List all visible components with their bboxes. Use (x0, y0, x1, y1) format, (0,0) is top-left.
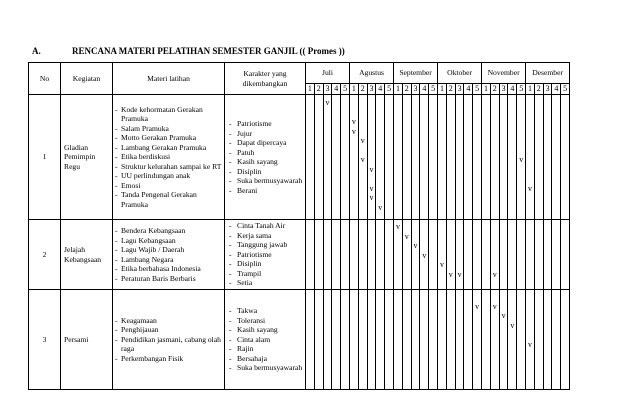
week-cell (499, 290, 508, 390)
karakter-item: - Suka bermusyawarah (225, 363, 305, 373)
week-cell (306, 220, 315, 290)
header-kegiatan: Kegiatan (61, 63, 113, 95)
karakter-item: - Cinta Tanah Air (225, 221, 305, 231)
karakter-item: - Suka bermusyawarah (225, 176, 305, 186)
karakter-item: - Berani (225, 186, 305, 196)
month-header: Desember (526, 63, 570, 84)
materi-item: - Kode kehormatan Gerakan Pramuka (113, 105, 224, 124)
week-cell (473, 95, 482, 220)
week-cell (332, 220, 341, 290)
week-cell (482, 290, 491, 390)
karakter-item: - Bersahaja (225, 354, 305, 364)
schedule-mark: v (360, 136, 365, 145)
week-cell (314, 290, 323, 390)
karakter-item: - Patuh (225, 148, 305, 158)
week-number: 4 (552, 84, 561, 95)
karakter-list (225, 119, 305, 195)
week-cell (358, 220, 367, 290)
week-cell (526, 95, 535, 220)
week-cell (561, 290, 570, 390)
week-cell (446, 220, 455, 290)
schedule-mark: v (527, 339, 532, 349)
promes-table (28, 62, 570, 390)
week-number: 1 (306, 84, 315, 95)
karakter-item: - Disiplin (225, 259, 305, 269)
week-cell (429, 220, 438, 290)
row-number: 3 (29, 290, 61, 390)
karakter-cell (225, 95, 306, 220)
schedule-mark: v (369, 193, 374, 202)
header-materi: Materi latihan (113, 63, 225, 95)
table-row (29, 220, 570, 290)
schedule-mark: v (519, 155, 524, 164)
karakter-item: - Patriotisme (225, 119, 305, 129)
karakter-cell (225, 290, 306, 390)
week-cell (473, 220, 482, 290)
week-cell (464, 290, 473, 390)
week-cell (402, 290, 411, 390)
section-title: RENCANA MATERI PELATIHAN SEMESTER GANJIL (( Promes )) (72, 46, 345, 56)
week-cell (429, 290, 438, 390)
schedule-mark: v (475, 301, 480, 311)
karakter-item: - Patriotisme (225, 250, 305, 260)
section-letter: A. (32, 46, 41, 56)
karakter-list (225, 306, 305, 373)
week-cell (561, 220, 570, 290)
materi-item: - Peraturan Baris Berbaris (113, 274, 224, 284)
week-cell (490, 290, 499, 390)
kegiatan-cell: Persami (61, 290, 113, 390)
schedule-mark: v (492, 269, 497, 279)
week-cell (526, 290, 535, 390)
week-cell (341, 220, 350, 290)
schedule-mark: v (395, 222, 400, 231)
week-number: 5 (517, 84, 526, 95)
week-cell (323, 95, 332, 220)
week-number: 3 (455, 84, 464, 95)
schedule-mark: v (351, 126, 356, 136)
week-cell (464, 95, 473, 220)
week-cell (411, 220, 420, 290)
week-number: 1 (482, 84, 491, 95)
materi-item: - Motto Gerakan Pramuka (113, 133, 224, 143)
week-number: 2 (314, 84, 323, 95)
week-cell (552, 220, 561, 290)
week-cell (534, 290, 543, 390)
week-cell (517, 290, 526, 390)
week-cell (350, 290, 359, 390)
week-cell (499, 220, 508, 290)
week-number: 5 (473, 84, 482, 95)
karakter-list (225, 221, 305, 288)
week-number: 3 (499, 84, 508, 95)
week-cell (543, 290, 552, 390)
karakter-item: - Tanggung jawab (225, 240, 305, 250)
week-number: 2 (446, 84, 455, 95)
schedule-mark: v (457, 269, 462, 279)
karakter-item: - Toleransi (225, 316, 305, 326)
materi-item: - Etika berdiskusi (113, 152, 224, 162)
week-cell (446, 290, 455, 390)
karakter-item: - Kasih sayang (225, 325, 305, 335)
week-cell (490, 95, 499, 220)
week-cell (323, 290, 332, 390)
schedule-mark: v (510, 320, 515, 330)
month-header: September (394, 63, 438, 84)
materi-item: - Lambang Negara (113, 255, 224, 265)
materi-item: - Lambang Gerakan Pramuka (113, 143, 224, 153)
week-cell (429, 95, 438, 220)
schedule-mark: v (413, 241, 418, 250)
week-cell (455, 290, 464, 390)
schedule-mark: v (369, 183, 374, 193)
month-header: Oktober (438, 63, 482, 84)
karakter-item: - Setia (225, 278, 305, 288)
month-header: Juli (306, 63, 350, 84)
week-cell (499, 95, 508, 220)
week-cell (526, 220, 535, 290)
week-cell (438, 95, 447, 220)
schedule-mark: v (492, 301, 497, 311)
table-row (29, 95, 570, 220)
schedule-mark: v (422, 250, 427, 260)
materi-list (113, 105, 224, 210)
materi-item: - Perkembangan Fisik (113, 354, 224, 364)
karakter-item: - Kasih sayang (225, 157, 305, 167)
karakter-item: - Jujur (225, 129, 305, 139)
week-number: 3 (411, 84, 420, 95)
schedule-mark: v (325, 98, 330, 107)
week-cell (552, 290, 561, 390)
week-number: 5 (561, 84, 570, 95)
week-cell (394, 220, 403, 290)
week-cell (314, 220, 323, 290)
week-number: 4 (332, 84, 341, 95)
week-number: 5 (385, 84, 394, 95)
week-cell (341, 95, 350, 220)
row-number: 2 (29, 220, 61, 290)
week-cell (473, 290, 482, 390)
materi-cell (113, 290, 225, 390)
week-number: 1 (438, 84, 447, 95)
schedule-mark: v (501, 311, 506, 320)
week-cell (446, 95, 455, 220)
kegiatan-cell: Jelajah Kebangsaan (61, 220, 113, 290)
materi-list (113, 226, 224, 283)
week-number: 3 (543, 84, 552, 95)
week-cell (420, 220, 429, 290)
week-cell (394, 95, 403, 220)
materi-item: - Pendidikan jasmani, cabang olah raga (113, 335, 224, 354)
week-cell (455, 95, 464, 220)
week-cell (490, 220, 499, 290)
week-cell (367, 95, 376, 220)
week-cell (482, 220, 491, 290)
schedule-mark: v (448, 269, 453, 279)
month-header: November (482, 63, 526, 84)
schedule-mark: v (351, 117, 356, 126)
week-cell (306, 95, 315, 220)
materi-list (113, 316, 224, 364)
week-number: 1 (350, 84, 359, 95)
week-cell (385, 95, 394, 220)
week-cell (341, 290, 350, 390)
week-number: 1 (526, 84, 535, 95)
week-cell (508, 95, 517, 220)
week-cell (534, 220, 543, 290)
week-number: 4 (376, 84, 385, 95)
week-number: 3 (367, 84, 376, 95)
materi-cell (113, 95, 225, 220)
materi-item: - Penghijauan (113, 325, 224, 335)
week-cell (394, 290, 403, 390)
week-cell (411, 95, 420, 220)
week-cell (543, 220, 552, 290)
week-cell (543, 95, 552, 220)
week-number: 4 (420, 84, 429, 95)
week-cell (314, 95, 323, 220)
materi-item: - Emosi (113, 181, 224, 191)
materi-item: - Salam Pramuka (113, 124, 224, 134)
materi-item: - Tanda Pengenal Gerakan Pramuka (113, 190, 224, 209)
week-cell (552, 95, 561, 220)
materi-item: - Bendera Kebangsaan (113, 226, 224, 236)
week-cell (358, 95, 367, 220)
materi-cell (113, 220, 225, 290)
schedule-mark: v (527, 183, 532, 193)
karakter-item: - Kerja sama (225, 231, 305, 241)
section-heading (32, 46, 345, 56)
week-number: 4 (464, 84, 473, 95)
materi-item: - Keagamaan (113, 316, 224, 326)
week-number: 2 (358, 84, 367, 95)
week-cell (367, 220, 376, 290)
week-cell (376, 220, 385, 290)
row-number: 1 (29, 95, 61, 220)
week-cell (438, 220, 447, 290)
karakter-item: - Takwa (225, 306, 305, 316)
week-number: 4 (508, 84, 517, 95)
week-cell (358, 290, 367, 390)
week-number: 5 (429, 84, 438, 95)
week-cell (332, 95, 341, 220)
header-no: No (29, 63, 61, 95)
schedule-mark: v (404, 231, 409, 241)
week-cell (455, 220, 464, 290)
week-cell (323, 220, 332, 290)
schedule-mark: v (369, 164, 374, 174)
header-karakter: Karakter yang dikembangkan (225, 63, 306, 95)
schedule-mark: v (439, 260, 444, 269)
materi-item: - Etika berbahasa Indonesia (113, 264, 224, 274)
week-cell (517, 95, 526, 220)
karakter-cell (225, 220, 306, 290)
week-cell (482, 95, 491, 220)
schedule-mark: v (360, 155, 365, 164)
week-cell (438, 290, 447, 390)
week-number: 1 (394, 84, 403, 95)
week-cell (350, 95, 359, 220)
week-cell (508, 290, 517, 390)
materi-item: - Struktur kelurahan sampai ke RT (113, 162, 224, 172)
week-cell (517, 220, 526, 290)
week-cell (385, 290, 394, 390)
week-cell (420, 290, 429, 390)
week-cell (376, 290, 385, 390)
karakter-item: - Cinta alam (225, 335, 305, 345)
week-cell (385, 220, 394, 290)
week-cell (350, 220, 359, 290)
week-cell (306, 290, 315, 390)
week-cell (367, 290, 376, 390)
materi-item: - Lagu Kebangsaan (113, 236, 224, 246)
week-number: 2 (402, 84, 411, 95)
week-cell (534, 95, 543, 220)
week-number: 3 (323, 84, 332, 95)
karakter-item: - Disiplin (225, 167, 305, 177)
week-cell (420, 95, 429, 220)
week-number: 5 (341, 84, 350, 95)
week-number: 2 (534, 84, 543, 95)
schedule-mark: v (378, 202, 383, 212)
week-cell (508, 220, 517, 290)
week-number: 2 (490, 84, 499, 95)
week-cell (411, 290, 420, 390)
month-header: Agustus (350, 63, 394, 84)
kegiatan-cell: Gladian Pemimpin Regu (61, 95, 113, 220)
materi-item: - Lagu Wajib / Daerah (113, 245, 224, 255)
karakter-item: - Dapat dipercaya (225, 138, 305, 148)
karakter-item: - Rajin (225, 344, 305, 354)
materi-item: - UU perlindungan anak (113, 171, 224, 181)
table-row (29, 290, 570, 390)
week-cell (561, 95, 570, 220)
week-cell (402, 220, 411, 290)
karakter-item: - Trampil (225, 269, 305, 279)
week-cell (332, 290, 341, 390)
week-cell (464, 220, 473, 290)
week-cell (402, 95, 411, 220)
week-cell (376, 95, 385, 220)
